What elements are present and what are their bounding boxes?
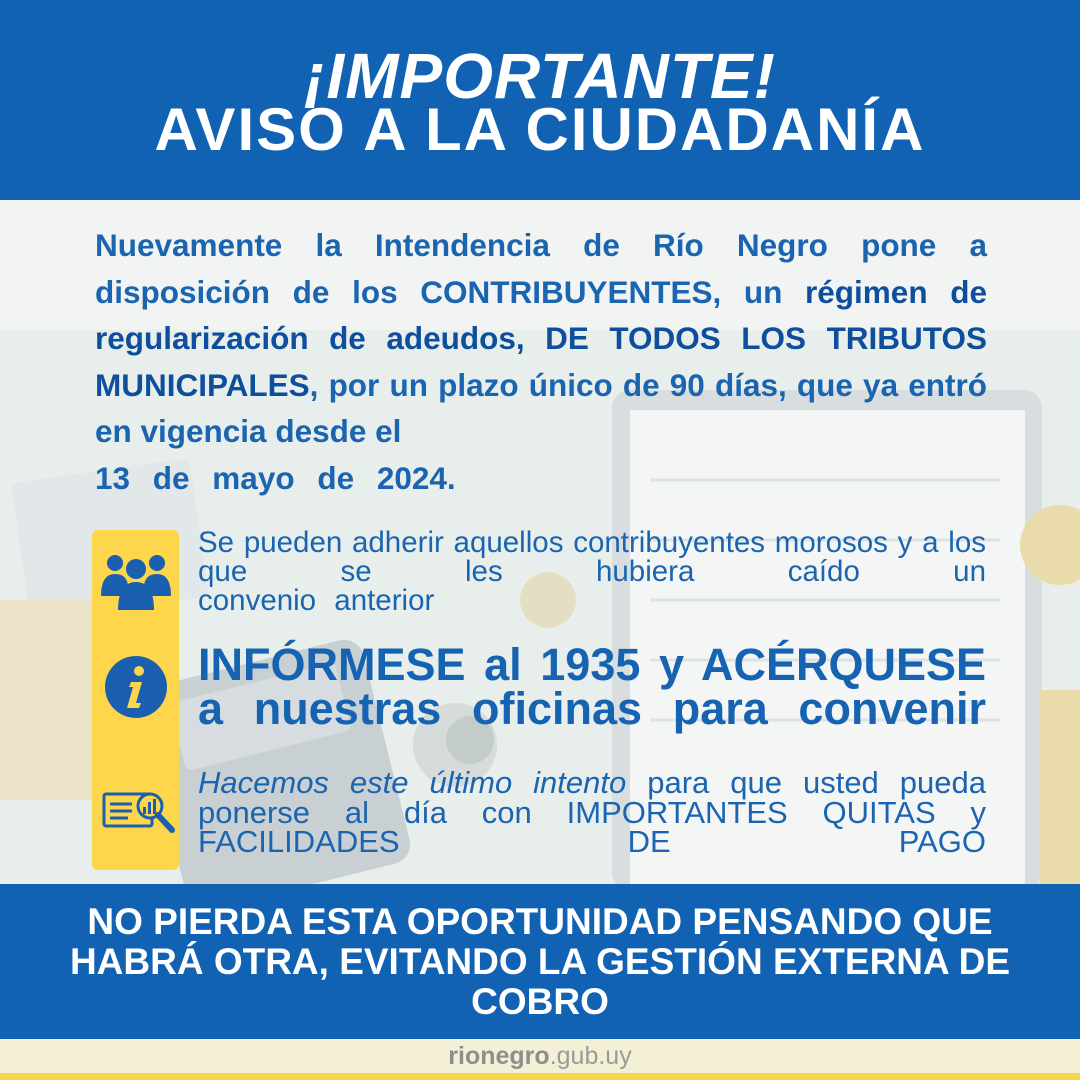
website-link[interactable] — [0, 1042, 1080, 1071]
notice-heading: AVISO A LA CIUDADANÍA — [154, 96, 926, 163]
website-domain-bold: rionegro — [448, 1042, 550, 1070]
adhesion-line1: Se pueden adherir aquellos contribuyentes morosos y a los que se les hubiera caído un — [198, 526, 986, 588]
website-domain-rest: .gub.uy — [549, 1042, 632, 1070]
footer-banner — [0, 884, 1080, 1039]
intro-date: 13 de mayo de 2024. — [95, 459, 456, 496]
intro-paragraph — [95, 222, 987, 501]
intro-text-highlight: régimen de regularización de adeudos, DE TODOS LOS TRIBUTOS MUNICIPALES — [95, 273, 987, 403]
intro-text-part1: Nuevamente la Intendencia de Río Negro pone a disposición de los CONTRIBUYENTES, un — [95, 227, 987, 310]
info-icon — [104, 655, 168, 719]
footer-message: NO PIERDA ESTA OPORTUNIDAD PENSANDO QUE HABRÁ OTRA, EVITANDO LA GESTIÓN EXTERNA DE COBRO — [69, 901, 1011, 1022]
info-text: INFÓRMESE al 1935 y ACÉRQUESE a nuestras oficinas para convenir — [198, 639, 986, 734]
header-banner — [0, 0, 1080, 200]
last-attempt-body: para que usted pueda ponerse al día con IMPORTANTES QUITAS y FACILIDADES DE PAGO — [198, 765, 986, 859]
adhesion-line2: convenio anterior — [198, 584, 435, 617]
intro-text-part3: , por un plazo único de 90 días, que ya entró en vigencia desde el — [95, 366, 987, 449]
bottom-stripe — [0, 1073, 1080, 1080]
important-heading: ¡IMPORTANTE! — [304, 40, 776, 112]
people-group-icon — [101, 552, 171, 610]
adhesion-text — [198, 528, 986, 615]
last-attempt-emphasis: Hacemos este último intento — [198, 765, 627, 800]
last-attempt-text — [198, 765, 986, 859]
report-magnifier-icon — [102, 786, 176, 836]
